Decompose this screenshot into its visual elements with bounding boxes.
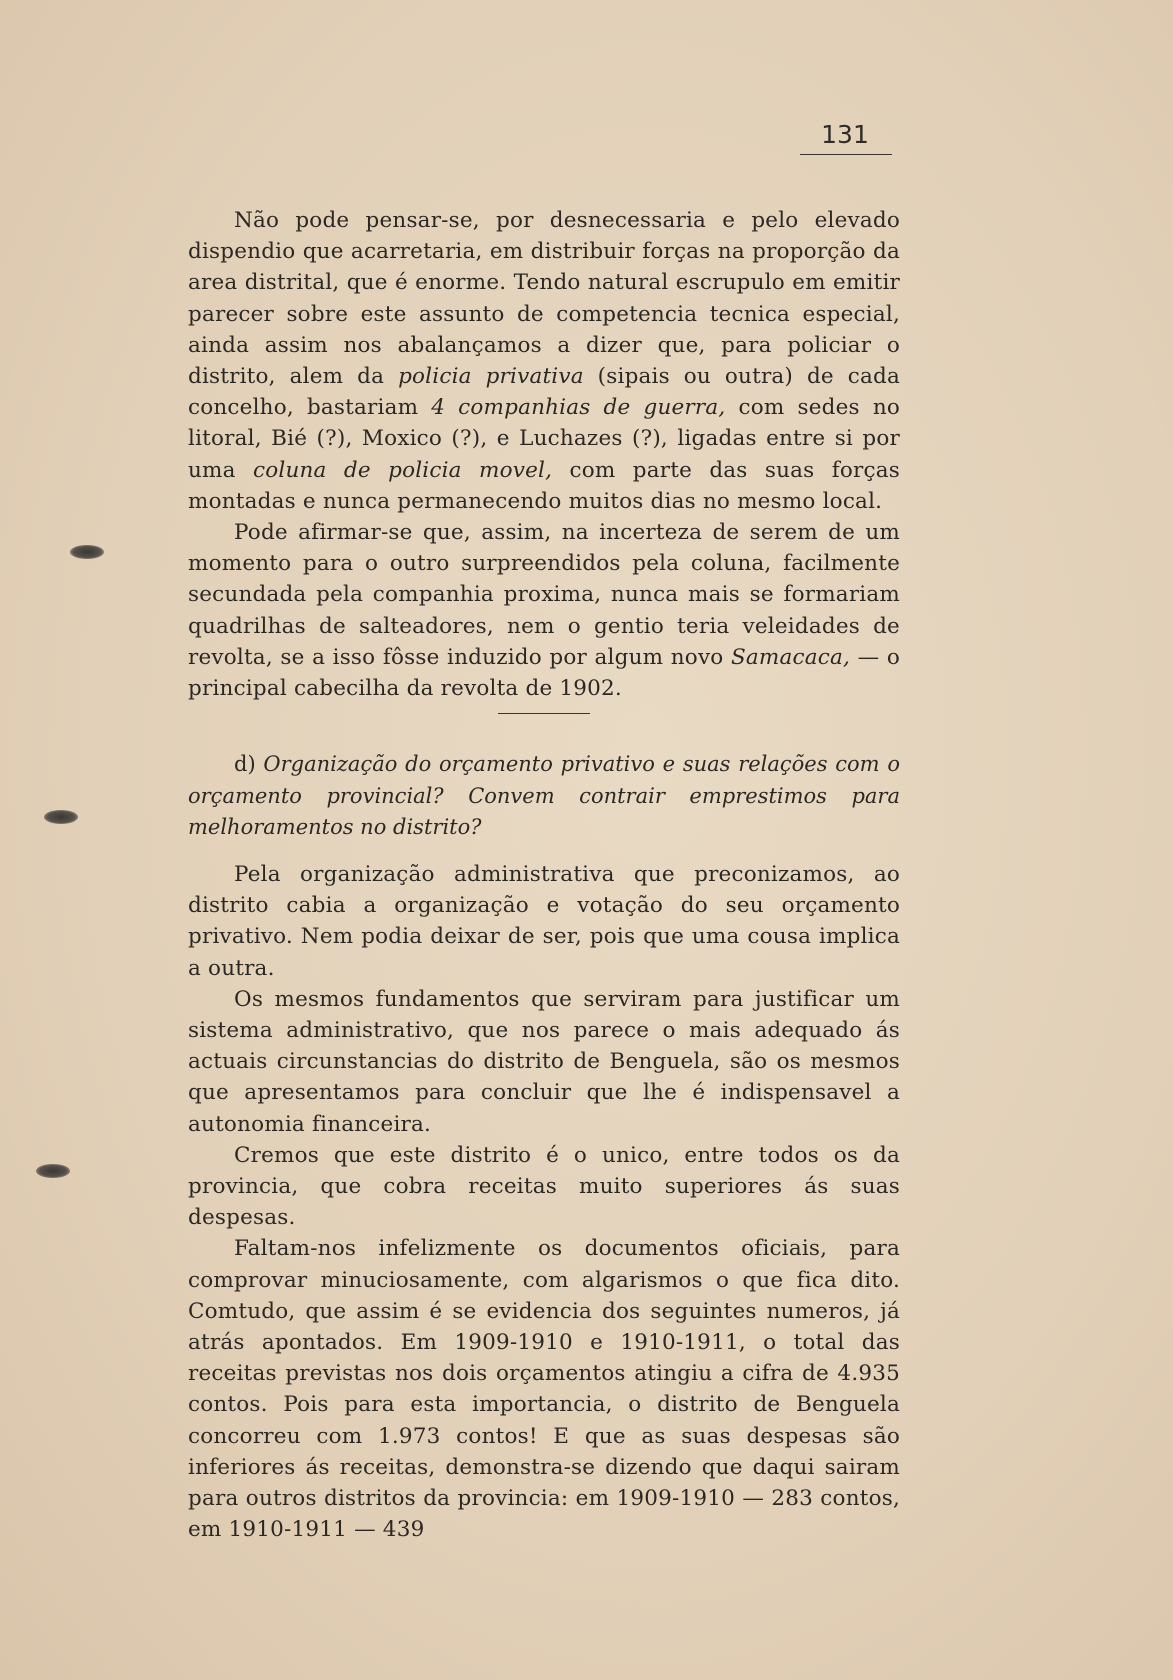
binding-hole-mark	[36, 1164, 70, 1178]
paragraph: Cremos que este distrito é o unico, entre todos os da provincia, que cobra receitas muito superiores ás suas despesas.	[188, 1142, 900, 1231]
heading-label: d)	[234, 752, 256, 776]
text-run: (sipais ou outra) de cada concelho, bastariam	[188, 364, 901, 421]
italic-run: Samacaca,	[730, 644, 851, 670]
section-separator	[498, 713, 590, 714]
binding-hole-mark	[44, 810, 78, 824]
page-number: 131	[821, 120, 869, 149]
paragraph: Os mesmos fundamentos que serviram para justificar um sistema administrativo, que nos parece o mais adequado ás actuais circunstancias do distrito de Benguela, são os mesmos que apresentamos para concluir que lhe é indispensavel a autonomia financeira.	[188, 986, 900, 1137]
text-run: — o principal cabecilha da revolta de 1902.	[188, 644, 900, 702]
paragraph	[188, 205, 900, 517]
section-heading	[188, 749, 900, 844]
italic-run: coluna de policia movel,	[252, 457, 553, 483]
italic-run: policia privativa	[398, 364, 584, 390]
binding-hole-mark	[70, 545, 104, 559]
heading-paragraph	[188, 749, 900, 844]
italic-run: 4 companhias de guerra,	[431, 395, 726, 421]
text-run: Não pode pensar-se, por desnecessaria e pelo elevado dispendio que acarretaria, em distribuir forças na proporção da area distrital, que é enorme. Tendo natural escrupulo em emitir parecer sobre este assunto de competencia tecnica especial, ainda assim nos abalançamos a dizer que, para policiar o distrito, alem da	[188, 208, 900, 390]
text-run: com parte das suas forças montadas e nunca permanecendo muitos dias no mesmo local.	[188, 457, 900, 514]
text-run: Pode afirmar-se que, assim, na incerteza de serem de um momento para o outro surpreendidos pela coluna, facilmente secundada pela companhia proxima, nunca mais se formariam quadrilhas de salteadores, nem o gentio teria veleidades de revolta, se a isso fôsse induzido por algum novo	[188, 520, 900, 670]
paragraph	[188, 517, 900, 704]
section-b-text	[188, 859, 900, 1545]
paragraph: Pela organização administrativa que preconizamos, ao distrito cabia a organização e votação do seu orçamento privativo. Nem podia deixar de ser, pois que uma cousa implica a outra.	[188, 862, 900, 981]
page-number-underline	[800, 154, 892, 155]
section-a-text	[188, 205, 900, 704]
heading-text: Organização do orçamento privativo e suas relações com o orçamento provincial? Convem contrair emprestimos para melhoramentos no distrito?	[188, 752, 900, 839]
paragraph: Faltam-nos infelizmente os documentos oficiais, para comprovar minuciosamente, com algarismos o que fica dito. Comtudo, que assim é se evidencia dos seguintes numeros, já atrás apontados. Em 1909-1910 e 1910-1911, o total das receitas previstas nos dois orçamentos atingiu a cifra de 4.935 contos. Pois para esta importancia, o distrito de Benguela concorreu com 1.973 contos! E que as suas despesas são inferiores ás receitas, demonstra-se dizendo que daqui sairam para outros distritos da provincia: em 1909-1910 — 283 contos, em 1910-1911 — 439	[188, 1236, 900, 1543]
text-run: com sedes no litoral, Bié (?), Moxico (?), e Luchazes (?), ligadas entre si por uma	[188, 395, 901, 483]
